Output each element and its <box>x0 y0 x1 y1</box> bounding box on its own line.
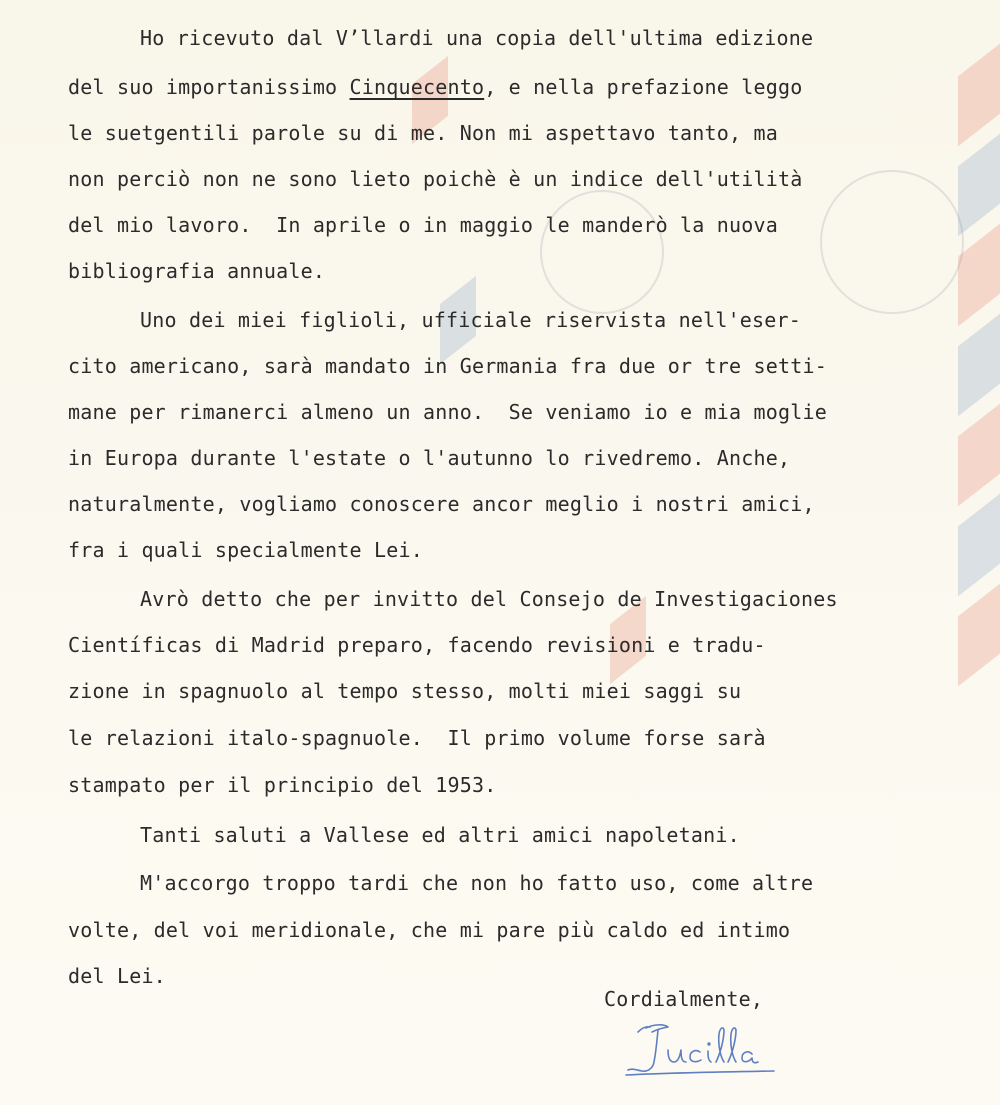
book-title-cinquecento: Cinquecento <box>349 75 485 99</box>
letter-line: Ho ricevuto dal V’llardi una copia dell'ultima edizione <box>140 26 814 50</box>
airmail-stripe <box>958 404 1000 507</box>
letter-line: naturalmente, vogliamo conoscere ancor meglio i nostri amici, <box>68 492 815 516</box>
airmail-stripe <box>958 494 1000 597</box>
letter-line: cito americano, sarà mandato in Germania fra due or tre setti- <box>68 354 827 378</box>
airmail-stripe <box>958 224 1000 327</box>
letter-line: stampato per il principio del 1953. <box>68 773 497 797</box>
closing-salutation: Cordialmente, <box>604 987 764 1011</box>
letter-line: non perciò non ne sono lieto poichè è un indice dell'utilità <box>68 167 803 191</box>
handwritten-signature <box>624 1018 799 1080</box>
letter-line: mane per rimanerci almeno un anno. Se veniamo io e mia moglie <box>68 400 827 424</box>
letter-line: bibliografia annuale. <box>68 259 326 283</box>
postmark-show-through <box>820 170 964 314</box>
airmail-stripe <box>958 314 1000 417</box>
letter-line: M'accorgo troppo tardi che non ho fatto uso, come altre <box>140 871 814 895</box>
letter-line: volte, del voi meridionale, che mi pare più caldo ed intimo <box>68 918 791 942</box>
letter-line: del suo importanissimo Cinquecento, e nella prefazione leggo <box>68 75 803 99</box>
letter-line: Tanti saluti a Vallese ed altri amici napoletani. <box>140 823 740 847</box>
letter-line: Avrò detto che per invitto del Consejo de Investigaciones <box>140 587 838 611</box>
letter-line: le relazioni italo-spagnuole. Il primo volume forse sarà <box>68 726 766 750</box>
airmail-stripe <box>958 584 1000 687</box>
postmark-show-through <box>540 190 664 314</box>
airmail-stripe <box>958 134 1000 237</box>
letter-line: fra i quali specialmente Lei. <box>68 538 423 562</box>
letter-line: del mio lavoro. In aprile o in maggio le manderò la nuova <box>68 213 778 237</box>
letter-line: del Lei. <box>68 964 166 988</box>
letter-line: Uno dei miei figlioli, ufficiale riservista nell'eser- <box>140 308 802 332</box>
letter-line: zione in spagnuolo al tempo stesso, molti miei saggi su <box>68 679 742 703</box>
letter-line: le suetgentili parole su di me. Non mi aspettavo tanto, ma <box>68 121 778 145</box>
airmail-stripe <box>958 44 1000 147</box>
letter-line: Científicas di Madrid preparo, facendo revisioni e tradu- <box>68 633 766 657</box>
letter-line: in Europa durante l'estate o l'autunno lo rivedremo. Anche, <box>68 446 791 470</box>
